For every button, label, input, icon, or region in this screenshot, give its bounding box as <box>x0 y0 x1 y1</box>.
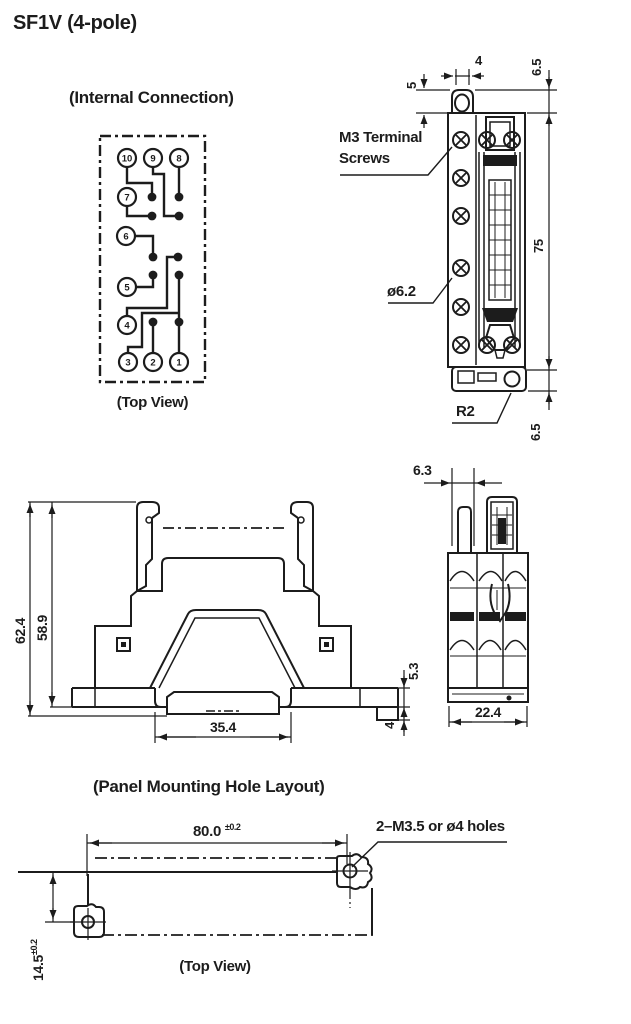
mounting-hole-right <box>332 852 372 908</box>
internal-connection-diagram <box>100 136 205 382</box>
panel-layout-drawing <box>18 834 507 940</box>
panel-layout-caption: (Top View) <box>179 958 251 975</box>
internal-connection-caption: (Top View) <box>116 394 189 411</box>
dim-body-height: 75 <box>531 239 546 253</box>
m3-terminal-screws-label: M3 Terminal <box>339 129 423 146</box>
terminal-number: 10 <box>121 153 133 165</box>
dim-panel-height <box>29 939 46 981</box>
terminal-number: 4 <box>124 320 130 332</box>
terminal-number: 8 <box>176 153 182 165</box>
terminal-number: 2 <box>150 357 156 369</box>
hole-diameter-label: ø6.2 <box>387 283 416 300</box>
dim-bottom-offset: 6.5 <box>528 423 543 441</box>
terminal-number: 1 <box>176 357 182 369</box>
dim-panel-width <box>193 822 240 840</box>
dim-panel-height-value: 14.5 <box>30 954 46 981</box>
dim-panel-width-tol: ±0.2 <box>224 822 241 832</box>
dim-din-width: 35.4 <box>209 719 237 735</box>
terminal-number: 5 <box>124 282 130 294</box>
panel-layout-heading: (Panel Mounting Hole Layout) <box>93 777 325 796</box>
mounting-hole-left <box>70 904 106 940</box>
dim-top-offset: 6.5 <box>529 58 544 76</box>
radius-label: R2 <box>456 403 475 420</box>
terminal-number: 9 <box>150 153 156 165</box>
dim-body-width: 22.4 <box>474 704 502 720</box>
page-title: SF1V (4-pole) <box>13 12 137 34</box>
mount-view-drawing <box>28 502 410 743</box>
dim-body-height-2: 58.9 <box>34 614 50 641</box>
leader-line <box>352 842 507 867</box>
terminal-number: 6 <box>123 231 129 243</box>
dim-panel-height-tol: ±0.2 <box>29 939 39 955</box>
dim-tab-height: 5 <box>404 82 419 89</box>
terminal-number: 3 <box>125 357 131 369</box>
dim-base-height: 5.3 <box>406 662 421 680</box>
terminal-number: 7 <box>124 192 130 204</box>
m3-terminal-screws-label-2: Screws <box>339 150 390 167</box>
mounting-holes-label: 2–M3.5 or ø4 holes <box>376 818 505 835</box>
dim-clip-height: 4 <box>382 722 397 729</box>
dimension-lines <box>45 834 347 922</box>
dim-tab-hole-width: 4 <box>475 53 482 68</box>
dim-lever-width: 6.3 <box>413 462 432 478</box>
front-view-drawing <box>340 69 557 423</box>
dim-panel-width-value: 80.0 <box>193 823 221 840</box>
dim-total-height: 62.4 <box>12 617 28 644</box>
internal-connection-heading: (Internal Connection) <box>69 88 234 107</box>
side-view-drawing <box>424 468 528 727</box>
